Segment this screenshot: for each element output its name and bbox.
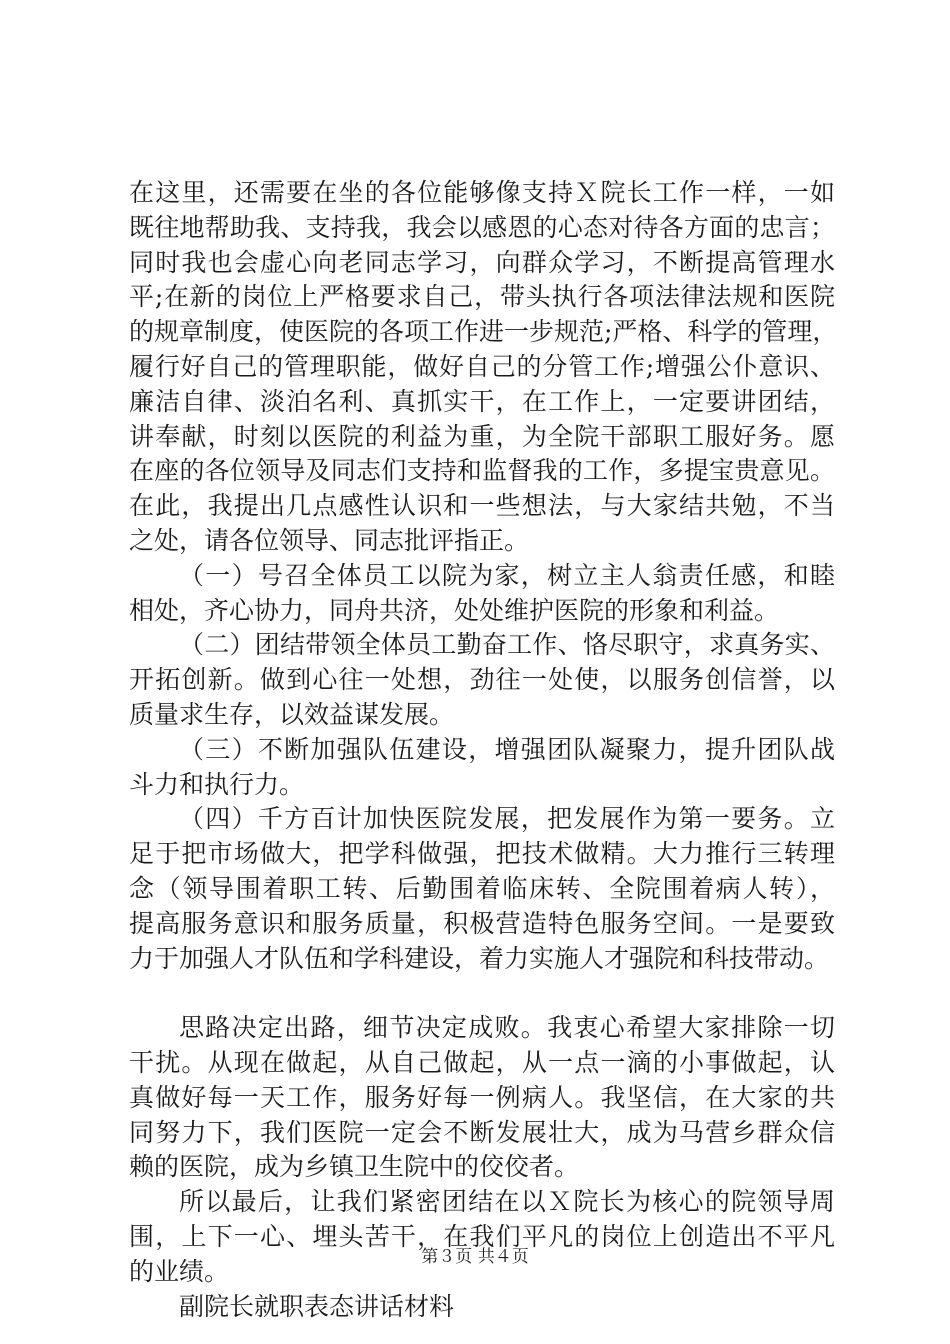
text-line: 相处，齐心协力，同舟共济，处处维护医院的形象和利益。	[129, 595, 780, 625]
text-line: （三）不断加强队伍建设，增强团队凝聚力，提升团队战	[179, 734, 835, 764]
text-line: 力于加强人才队伍和学科建设，着力实施人才强院和科技带动。	[129, 943, 830, 973]
text-line: 的业绩。	[129, 1256, 230, 1286]
paragraph-gap	[129, 976, 835, 1011]
text-line: 廉洁自律、淡泊名利、真抓实干，在工作上，一定要讲团结，	[129, 386, 835, 416]
paragraph	[129, 176, 838, 559]
text-line: 在这里，还需要在坐的各位能够像支持Ｘ院长工作一样，一如	[129, 178, 835, 207]
text-line: 的规章制度，使医院的各项工作进一步规范;严格、科学的管理，	[129, 317, 838, 347]
paragraph	[129, 1290, 835, 1325]
text-line: 质量求生存，以效益谋发展。	[129, 699, 455, 729]
paragraph	[129, 802, 835, 976]
paragraph	[129, 1011, 835, 1185]
text-line: 开拓创新。做到心往一处想，劲往一处使，以服务创信誉，以	[129, 665, 835, 695]
page-footer: 第３页 共４页	[421, 1247, 529, 1267]
text-line: 真做好每一天工作，服务好每一例病人。我坚信，在大家的共	[129, 1082, 835, 1112]
text-line: 所以最后，让我们紧密团结在以Ｘ院长为核心的院领导周	[179, 1187, 835, 1217]
text-line: 之处，请各位领导、同志批评指正。	[129, 525, 530, 555]
text-line: 思路决定出路，细节决定成败。我衷心希望大家排除一切	[179, 1013, 835, 1043]
text-line: 足于把市场做大，把学科做强，把技术做精。大力推行三转理	[129, 839, 835, 869]
document-body	[129, 176, 838, 1324]
text-line: 赖的医院，成为乡镇卫生院中的佼佼者。	[129, 1152, 580, 1182]
text-line: 同时我也会虚心向老同志学习，向群众学习，不断提高管理水	[129, 247, 835, 277]
text-line: 在此，我提出几点感性认识和一些想法，与大家结共勉，不当	[129, 491, 835, 521]
text-line: 同努力下，我们医院一定会不断发展壮大，成为马营乡群众信	[129, 1117, 835, 1147]
paragraph	[129, 733, 835, 803]
text-line: （四）千方百计加快医院发展，把发展作为第一要务。立	[179, 804, 835, 834]
text-line: （二）团结带领全体员工勤奋工作、恪尽职守，求真务实、	[179, 630, 835, 660]
text-line: 平;在新的岗位上严格要求自己，带头执行各项法律法规和医院	[129, 282, 835, 312]
paragraph	[129, 559, 835, 629]
text-line: 斗力和执行力。	[129, 769, 305, 799]
text-line: 既往地帮助我、支持我，我会以感恩的心态对待各方面的忠言；	[129, 212, 835, 242]
text-line: 围，上下一心、埋头苦干，在我们平凡的岗位上创造出不平凡	[129, 1221, 835, 1251]
text-line: 在座的各位领导及同志们支持和监督我的工作，多提宝贵意见。	[129, 456, 835, 486]
text-line: 提高服务意识和服务质量，积极营造特色服务空间。一是要致	[129, 908, 835, 938]
paragraph	[129, 628, 835, 732]
paragraph	[129, 1185, 835, 1289]
text-line: 干扰。从现在做起，从自己做起，从一点一滴的小事做起，认	[129, 1047, 835, 1077]
text-line: 副院长就职表态讲话材料	[179, 1291, 455, 1321]
text-line: （一）号召全体员工以院为家，树立主人翁责任感，和睦	[179, 560, 835, 590]
text-line: 念（领导围着职工转、后勤围着临床转、全院围着病人转），	[129, 873, 835, 903]
text-line: 讲奉献，时刻以医院的利益为重，为全院干部职工服好务。愿	[129, 421, 835, 451]
text-line: 履行好自己的管理职能，做好自己的分管工作;增强公仆意识、	[129, 351, 835, 381]
